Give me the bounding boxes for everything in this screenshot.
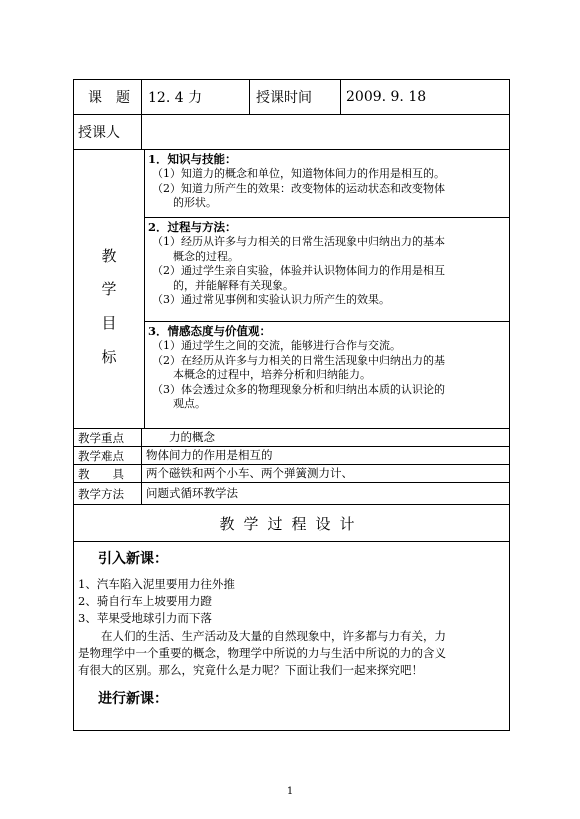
teacher-value	[148, 115, 448, 149]
process-item-cont: 的，并能解释有关现象。	[173, 278, 294, 292]
info-value: 问题式循环教学法	[146, 486, 238, 500]
new-lesson-title: 进行新课：	[98, 691, 168, 707]
goals-content	[144, 150, 509, 428]
info-label: 教学难点	[78, 448, 124, 463]
intro-item: 3、苹果受地球引力而下落	[78, 611, 212, 625]
goals-label-char: 教	[101, 247, 117, 265]
intro-item: 2、骑自行车上坡要用力蹬	[78, 594, 212, 608]
topic-value: 12. 4 力	[148, 90, 203, 106]
info-row-equipment	[74, 465, 509, 483]
knowledge-item: （1）知道力的概念和单位，知道物体间力的作用是相互的。	[152, 167, 445, 180]
topic-row	[74, 80, 509, 115]
design-heading-row	[74, 505, 509, 542]
knowledge-item: （2）知道力所产生的效果：改变物体的运动状态和改变物体	[152, 181, 445, 195]
process-item: （1）经历从许多与力相关的日常生活现象中归纳出力的基本	[152, 235, 445, 248]
info-value: 力的概念	[146, 430, 215, 444]
design-heading: 教学过程设计	[219, 515, 364, 533]
info-value: 物体间力的作用是相互的	[146, 448, 273, 462]
goals-label-char: 标	[101, 348, 117, 366]
page-number: 1	[286, 786, 294, 797]
info-row-difficulty	[74, 447, 509, 465]
attitude-block	[144, 322, 509, 429]
intro-item: 1、汽车陷入泥里要用力往外推	[78, 577, 235, 591]
topic-label: 课 题	[88, 90, 130, 106]
knowledge-title: 1．知识与技能：	[148, 152, 237, 166]
info-value: 两个磁铁和两个小车、两个弹簧测力计、	[146, 466, 353, 480]
attitude-item-cont: 本概念的过程中，培养分析和归纳能力。	[173, 368, 371, 381]
knowledge-block	[144, 150, 509, 218]
info-label: 教学重点	[78, 430, 124, 445]
design-content	[74, 542, 509, 730]
knowledge-item-cont: 的形状。	[173, 196, 217, 209]
info-row-key-point	[74, 429, 509, 447]
time-label: 授课时间	[256, 90, 312, 106]
teacher-row	[74, 115, 509, 150]
goals-row	[74, 150, 509, 429]
goals-label-char: 学	[101, 280, 117, 298]
process-item: （3）通过常见事例和实验认识力所产生的效果。	[152, 293, 390, 306]
lesson-plan-table	[73, 79, 510, 731]
process-item: （2）通过学生亲自实验，体验并认识物体间力的作用是相互	[152, 264, 445, 277]
intro-paragraph-line: 是物理学中一个重要的概念，物理学中所说的力与生活中所说的力的含义	[78, 646, 446, 660]
goals-label-char: 目	[101, 314, 117, 332]
process-item-cont: 概念的过程。	[173, 249, 239, 263]
process-title: 2．过程与方法：	[148, 220, 237, 234]
intro-paragraph-line: 在人们的生活、生产活动及大量的自然现象中，许多都与力有关，力	[78, 629, 446, 643]
attitude-item: （1）通过学生之间的交流，能够进行合作与交流。	[152, 339, 401, 352]
process-block	[144, 218, 509, 322]
teacher-label: 授课人	[78, 125, 120, 141]
attitude-title: 3．情感态度与价值观：	[148, 324, 272, 338]
intro-paragraph-line: 有很大的区别。那么，究竟什么是力呢？下面让我们一起来探究吧！	[78, 663, 423, 677]
info-label: 教 具	[78, 466, 124, 481]
attitude-item-cont: 观点。	[173, 397, 206, 410]
info-row-method	[74, 483, 509, 505]
time-value: 2009. 9. 18	[346, 89, 427, 105]
info-label: 教学方法	[78, 486, 124, 501]
intro-title: 引入新课：	[98, 551, 168, 567]
attitude-item: （2）在经历从许多与力相关的日常生活现象中归纳出力的基	[152, 353, 445, 367]
attitude-item: （3）体会透过众多的物理现象分析和归纳出本质的认识论的	[152, 382, 445, 396]
